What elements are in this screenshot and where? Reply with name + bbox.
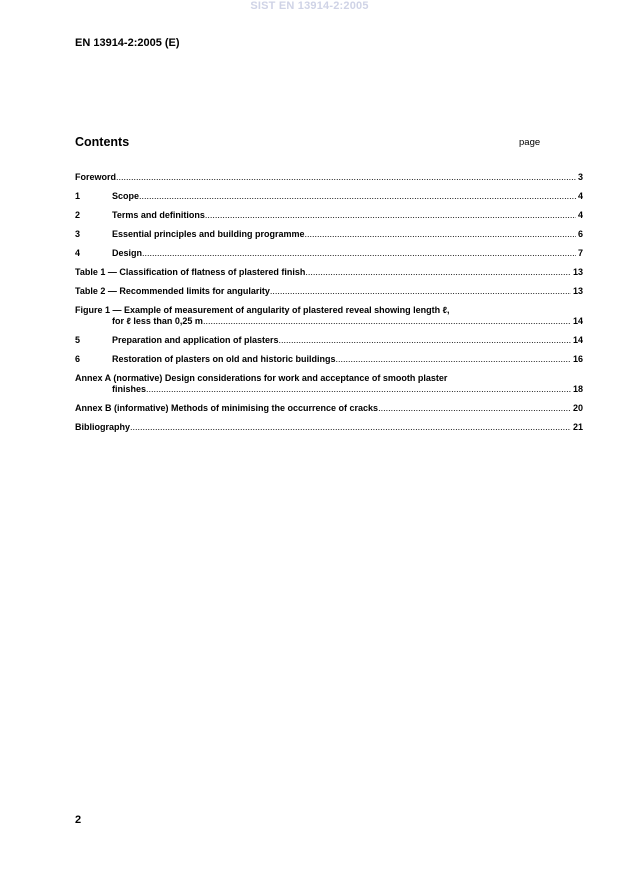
- toc-entry-restoration[interactable]: [75, 354, 583, 365]
- leader-dots: [378, 403, 571, 414]
- toc-entry-number: 5: [75, 335, 81, 345]
- leader-dots: [336, 354, 571, 365]
- toc-entry-page: 14: [572, 316, 583, 326]
- toc-entry-title: Restoration of plasters on old and historic buildings: [112, 354, 336, 364]
- toc-entry-title: Annex B (informative) Methods of minimising the occurrence of cracks: [75, 403, 379, 413]
- toc-entry-title: Design: [112, 248, 143, 258]
- toc-entry-page: 18: [572, 384, 583, 394]
- leader-dots: [205, 210, 576, 221]
- toc-entry-annex-b[interactable]: [75, 403, 583, 414]
- toc-entry-page: 13: [572, 286, 583, 296]
- toc-entry-table-2[interactable]: [75, 286, 583, 297]
- toc-entry-essential-principles[interactable]: [75, 229, 583, 240]
- toc-entry-title: Essential principles and building programme: [112, 229, 305, 239]
- toc-entry-title: Foreword: [75, 172, 117, 182]
- toc-entry-page: 13: [572, 267, 583, 277]
- page-column-label: page: [519, 137, 541, 148]
- toc-entry-number: 3: [75, 229, 81, 239]
- toc-entry-page: 6: [577, 229, 583, 239]
- leader-dots: [305, 229, 576, 240]
- leader-dots: [130, 422, 571, 433]
- toc-entry-title: Bibliography: [75, 422, 131, 432]
- contents-heading: Contents: [75, 135, 130, 149]
- toc-entry-table-1[interactable]: [75, 267, 583, 278]
- toc-entry-title: Preparation and application of plasters: [112, 335, 279, 345]
- toc-entry-title: Terms and definitions: [112, 210, 205, 220]
- document-id: EN 13914-2:2005 (E): [75, 37, 180, 49]
- toc-entry-page: 16: [572, 354, 583, 364]
- toc-entry-number: 1: [75, 191, 81, 201]
- toc-entry-page: 4: [577, 210, 583, 220]
- toc-entry-title: Table 1 — Classification of flatness of plastered finish: [75, 267, 306, 277]
- leader-dots: [139, 191, 576, 202]
- leader-dots: [270, 286, 571, 297]
- toc-entry-page: 7: [577, 248, 583, 258]
- toc-entry-title: Figure 1 — Example of measurement of angularity of plastered reveal showing length ℓ,: [75, 305, 450, 315]
- toc-entry-title: Scope: [112, 191, 140, 201]
- toc-entry-number: 6: [75, 354, 81, 364]
- leader-dots: [146, 384, 571, 395]
- toc-entry-title-continued: finishes: [112, 384, 147, 394]
- toc-entry-page: 21: [572, 422, 583, 432]
- toc-entry-preparation[interactable]: [75, 335, 583, 346]
- toc-entry-scope[interactable]: [75, 191, 583, 202]
- toc-entry-title: Table 2 — Recommended limits for angularity: [75, 286, 270, 296]
- leader-dots: [279, 335, 571, 346]
- toc-entry-number: 4: [75, 248, 81, 258]
- leader-dots: [203, 316, 571, 327]
- toc-entry-number: 2: [75, 210, 81, 220]
- leader-dots: [305, 267, 571, 278]
- toc-entry-annex-a[interactable]: [75, 373, 583, 395]
- toc-entry-foreword[interactable]: [75, 172, 583, 183]
- toc-entry-page: 14: [572, 335, 583, 345]
- leader-dots: [116, 172, 576, 183]
- toc-entry-title-continued: for ℓ less than 0,25 m: [112, 316, 203, 326]
- toc-entry-page: 20: [572, 403, 583, 413]
- toc-entry-figure-1[interactable]: [75, 305, 583, 327]
- toc-entry-bibliography[interactable]: [75, 422, 583, 433]
- leader-dots: [142, 248, 576, 259]
- toc-entry-page: 3: [577, 172, 583, 182]
- page-number: 2: [75, 814, 82, 826]
- toc-entry-design[interactable]: [75, 248, 583, 259]
- table-of-contents: [75, 172, 583, 441]
- toc-entry-title: Annex A (normative) Design considerations for work and acceptance of smooth plaster: [75, 373, 448, 383]
- watermark: SIST EN 13914-2:2005: [250, 0, 369, 12]
- toc-entry-page: 4: [577, 191, 583, 201]
- toc-entry-terms-and-definitions[interactable]: [75, 210, 583, 221]
